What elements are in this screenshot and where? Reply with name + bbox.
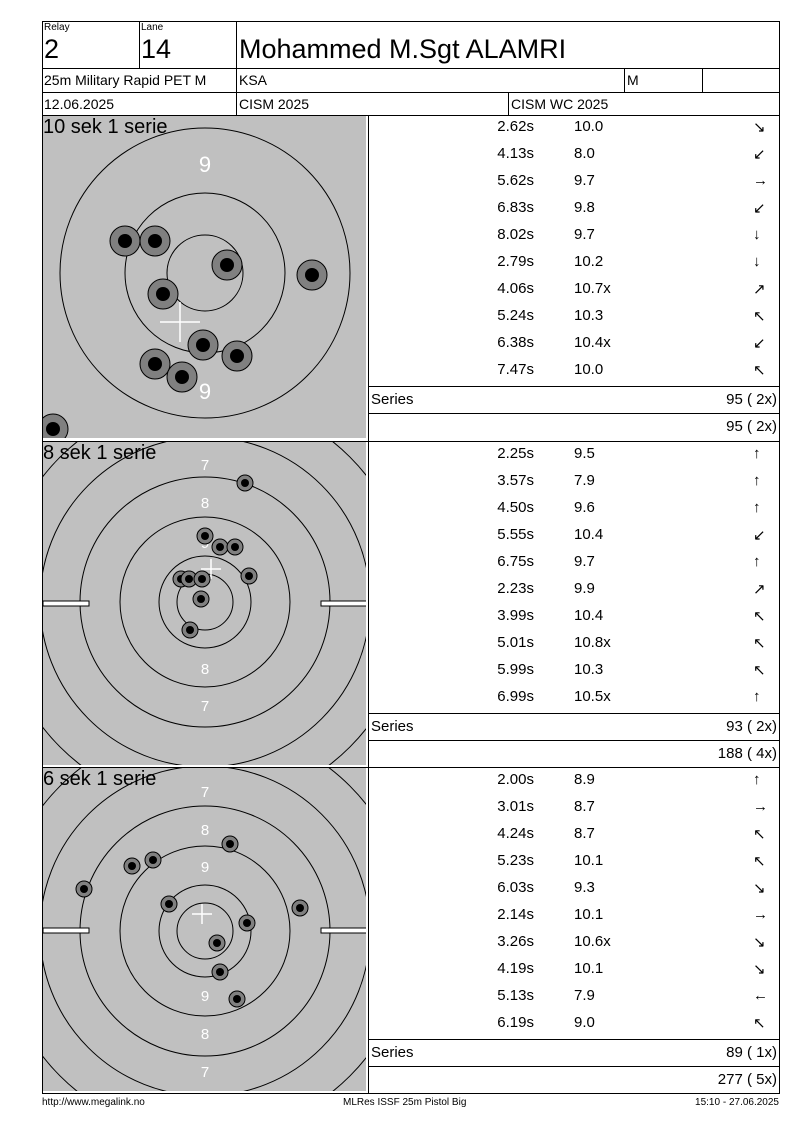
shot-hole (212, 964, 228, 980)
shot-score: 10.4 (574, 526, 604, 543)
shot-time: 5.62s (497, 172, 534, 189)
shot-hole (182, 622, 198, 638)
shot-row (369, 929, 779, 956)
shot-score: 9.7 (574, 553, 595, 570)
direction-arrow-icon: ↖ (753, 826, 766, 843)
shot-row (369, 468, 779, 495)
shot-hole (212, 539, 228, 555)
date: 12.06.2025 (44, 96, 115, 112)
shot-time: 2.25s (497, 445, 534, 462)
shot-time: 2.14s (497, 906, 534, 923)
direction-arrow-icon: ← (753, 987, 768, 1004)
shot-score: 9.6 (574, 499, 595, 516)
series-total: 95 ( 2x) (726, 391, 777, 408)
shot-hole (241, 568, 257, 584)
direction-arrow-icon: ↙ (753, 200, 766, 217)
direction-arrow-icon: → (753, 172, 768, 189)
shot-row (369, 902, 779, 929)
ring-label: 9 (200, 988, 210, 1005)
shot-score: 9.5 (574, 445, 595, 462)
shot-hole (197, 528, 213, 544)
direction-arrow-icon: ↖ (753, 608, 766, 625)
series-total-row (369, 386, 779, 414)
shot-row (369, 983, 779, 1010)
shot-row (369, 168, 779, 195)
ring-label: 7 (200, 784, 210, 801)
series-total-row (369, 1039, 779, 1067)
direction-arrow-icon: ↖ (753, 635, 766, 652)
shot-score: 10.2 (574, 253, 604, 270)
shot-time: 6.75s (497, 553, 534, 570)
shot-row (369, 767, 779, 794)
shot-row (369, 141, 779, 168)
shot-score: 9.8 (574, 199, 595, 216)
shot-score: 10.4x (574, 334, 611, 351)
shot-score: 10.1 (574, 852, 604, 869)
shot-score: 10.4 (574, 607, 604, 624)
shot-hole (194, 571, 210, 587)
shot-row (369, 657, 779, 684)
footer-url[interactable]: http://www.megalink.no (42, 1097, 145, 1108)
shot-time: 7.47s (497, 361, 534, 378)
target-series-1 (43, 116, 366, 438)
footer-timestamp: 15:10 - 27.06.2025 (695, 1097, 779, 1108)
shot-hole (297, 260, 327, 290)
running-total: 277 ( 5x) (717, 1071, 777, 1088)
shot-time: 4.13s (497, 145, 534, 162)
shot-hole (222, 341, 252, 371)
shot-row (369, 495, 779, 522)
relay-value: 2 (44, 34, 60, 64)
shot-hole (222, 836, 238, 852)
lane-value: 14 (141, 34, 172, 64)
shot-score: 8.7 (574, 825, 595, 842)
ring-label: 9 (198, 379, 212, 404)
shot-row (369, 630, 779, 657)
shot-time: 2.79s (497, 253, 534, 270)
shot-hole (212, 250, 242, 280)
direction-arrow-icon: ↘ (753, 934, 766, 951)
shot-list-series-1 (369, 114, 779, 386)
shot-hole (140, 226, 170, 256)
shot-time: 6.19s (497, 1014, 534, 1031)
direction-arrow-icon: → (753, 798, 768, 815)
shot-time: 5.01s (497, 634, 534, 651)
direction-arrow-icon: ↘ (753, 961, 766, 978)
shot-hole (237, 475, 253, 491)
shot-score: 7.9 (574, 472, 595, 489)
direction-arrow-icon: ↖ (753, 1015, 766, 1032)
shot-score: 9.7 (574, 226, 595, 243)
shot-row (369, 1010, 779, 1037)
direction-arrow-icon: → (753, 906, 768, 923)
direction-arrow-icon: ↙ (753, 527, 766, 544)
shot-time: 6.83s (497, 199, 534, 216)
shot-hole (239, 915, 255, 931)
shot-row (369, 249, 779, 276)
direction-arrow-icon: ↙ (753, 335, 766, 352)
shot-score: 10.1 (574, 906, 604, 923)
target-series-3 (43, 768, 366, 1091)
shot-hole (227, 539, 243, 555)
shot-hole (145, 852, 161, 868)
shot-row (369, 195, 779, 222)
series-title: 8 sek 1 serie (43, 442, 157, 464)
shot-list-series-2 (369, 441, 779, 713)
shot-row (369, 848, 779, 875)
shot-time: 4.24s (497, 825, 534, 842)
shot-time: 5.55s (497, 526, 534, 543)
shot-score: 8.0 (574, 145, 595, 162)
running-total-row (369, 1066, 779, 1094)
shot-time: 2.23s (497, 580, 534, 597)
shot-row (369, 522, 779, 549)
shot-hole (167, 362, 197, 392)
relay-label: Relay (44, 22, 70, 33)
series-title: 10 sek 1 serie (43, 116, 168, 138)
shot-row (369, 330, 779, 357)
series-label: Series (371, 718, 414, 735)
series-total-row (369, 713, 779, 741)
shot-row (369, 603, 779, 630)
direction-arrow-icon: ↓ (753, 253, 761, 270)
target-series-2 (43, 442, 366, 765)
shot-time: 3.99s (497, 607, 534, 624)
direction-arrow-icon: ↗ (753, 581, 766, 598)
shot-score: 10.0 (574, 118, 604, 135)
direction-arrow-icon: ↑ (753, 771, 761, 788)
shot-hole (148, 279, 178, 309)
shot-row (369, 222, 779, 249)
direction-arrow-icon: ↖ (753, 853, 766, 870)
shot-hole (292, 900, 308, 916)
shot-score: 9.9 (574, 580, 595, 597)
direction-arrow-icon: ↑ (753, 499, 761, 516)
shot-score: 9.7 (574, 172, 595, 189)
event-name: 25m Military Rapid PET M (44, 72, 207, 88)
ring-label: 7 (200, 1064, 210, 1081)
shot-score: 10.0 (574, 361, 604, 378)
shot-time: 4.19s (497, 960, 534, 977)
shot-row (369, 875, 779, 902)
series-title: 6 sek 1 serie (43, 768, 157, 790)
running-total: 95 ( 2x) (726, 418, 777, 435)
direction-arrow-icon: ↑ (753, 445, 761, 462)
shot-time: 8.02s (497, 226, 534, 243)
shot-row (369, 956, 779, 983)
shot-time: 5.23s (497, 852, 534, 869)
series-label: Series (371, 1044, 414, 1061)
shot-hole (209, 935, 225, 951)
shot-time: 6.99s (497, 688, 534, 705)
shot-time: 3.01s (497, 798, 534, 815)
shot-list-series-3 (369, 767, 779, 1039)
direction-arrow-icon: ↖ (753, 362, 766, 379)
shot-row (369, 549, 779, 576)
running-total: 188 ( 4x) (717, 745, 777, 762)
lane-label: Lane (141, 22, 164, 33)
series-total: 89 ( 1x) (726, 1044, 777, 1061)
ring-label: 9 (200, 859, 210, 876)
shot-time: 5.99s (497, 661, 534, 678)
shot-score: 10.5x (574, 688, 611, 705)
shot-score: 10.8x (574, 634, 611, 651)
shot-score: 10.6x (574, 933, 611, 950)
shot-row (369, 821, 779, 848)
direction-arrow-icon: ↙ (753, 146, 766, 163)
shot-time: 5.24s (497, 307, 534, 324)
direction-arrow-icon: ↑ (753, 553, 761, 570)
shot-row (369, 794, 779, 821)
shot-hole (161, 896, 177, 912)
direction-arrow-icon: ↖ (753, 662, 766, 679)
ring-label: 8 (200, 661, 210, 678)
running-total-row (369, 740, 779, 768)
shot-time: 6.38s (497, 334, 534, 351)
ring-label: 7 (200, 457, 210, 474)
shot-score: 9.0 (574, 1014, 595, 1031)
shot-row (369, 441, 779, 468)
direction-arrow-icon: ↓ (753, 226, 761, 243)
nation: KSA (239, 72, 268, 88)
direction-arrow-icon: ↘ (753, 119, 766, 136)
shot-hole (140, 349, 170, 379)
shot-row (369, 114, 779, 141)
shot-row (369, 276, 779, 303)
shot-score: 10.3 (574, 661, 604, 678)
shot-time: 4.06s (497, 280, 534, 297)
competition-full: CISM WC 2025 (511, 96, 609, 112)
competition: CISM 2025 (239, 96, 310, 112)
series-total: 93 ( 2x) (726, 718, 777, 735)
shot-hole (193, 591, 209, 607)
shot-hole (76, 881, 92, 897)
shot-score: 7.9 (574, 987, 595, 1004)
shot-score: 8.7 (574, 798, 595, 815)
shot-time: 4.50s (497, 499, 534, 516)
direction-arrow-icon: ↑ (753, 472, 761, 489)
series-label: Series (371, 391, 414, 408)
ring-label: 7 (200, 698, 210, 715)
direction-arrow-icon: ↖ (753, 308, 766, 325)
shot-time: 3.26s (497, 933, 534, 950)
shot-time: 3.57s (497, 472, 534, 489)
shot-score: 8.9 (574, 771, 595, 788)
shot-time: 5.13s (497, 987, 534, 1004)
ring-label: 8 (200, 822, 210, 839)
footer-software: MLRes ISSF 25m Pistol Big (343, 1097, 467, 1108)
shot-score: 10.7x (574, 280, 611, 297)
shot-hole (188, 330, 218, 360)
shot-row (369, 303, 779, 330)
shot-score: 10.1 (574, 960, 604, 977)
shot-time: 2.00s (497, 771, 534, 788)
shot-row (369, 576, 779, 603)
shot-score: 9.3 (574, 879, 595, 896)
direction-arrow-icon: ↘ (753, 880, 766, 897)
direction-arrow-icon: ↗ (753, 281, 766, 298)
ring-label: 8 (200, 1026, 210, 1043)
gender: M (627, 72, 639, 88)
shot-row (369, 684, 779, 711)
shot-score: 10.3 (574, 307, 604, 324)
shot-time: 6.03s (497, 879, 534, 896)
shooter-name: Mohammed M.Sgt ALAMRI (239, 34, 567, 64)
shot-row (369, 357, 779, 384)
shot-hole (124, 858, 140, 874)
ring-label: 8 (200, 495, 210, 512)
shot-time: 2.62s (497, 118, 534, 135)
shot-hole (229, 991, 245, 1007)
ring-label: 9 (198, 152, 212, 177)
running-total-row (369, 413, 779, 441)
shot-hole (110, 226, 140, 256)
direction-arrow-icon: ↑ (753, 688, 761, 705)
